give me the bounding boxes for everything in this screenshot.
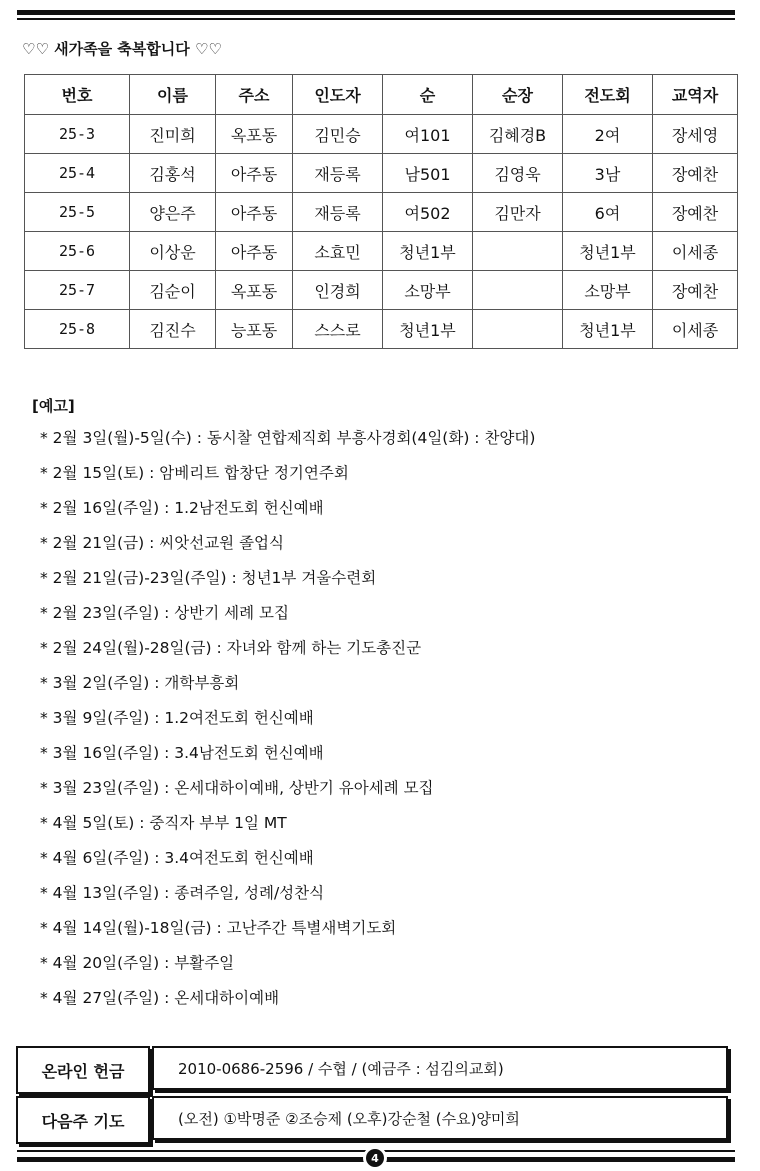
list-item: * 2월 21일(금) : 씨앗선교원 졸업식 [40, 534, 284, 552]
page-number-badge: 4 [366, 1149, 384, 1167]
list-item: * 4월 20일(주일) : 부활주일 [40, 954, 235, 972]
list-item: * 2월 15일(토) : 암베리트 합창단 정기연주회 [40, 464, 349, 482]
cell-address: 옥포동 [216, 271, 293, 310]
notice-list [40, 424, 535, 1019]
cell-number: 25-6 [25, 232, 130, 271]
new-members-table [24, 74, 738, 349]
cell-address: 능포동 [216, 310, 293, 349]
cell-pastor: 장세영 [653, 115, 738, 154]
header-cell: 순 [383, 75, 473, 115]
list-item: * 2월 3일(월)-5일(수) : 동시찰 연합제직회 부흥사경회(4일(화) : 찬양대) [40, 429, 536, 447]
header-pastor: 교역자 [653, 75, 738, 115]
list-item: * 2월 21일(금)-23일(주일) : 청년1부 겨울수련회 [40, 569, 377, 587]
table-row [25, 232, 738, 271]
cell-address: 아주동 [216, 154, 293, 193]
cell-pastor: 장예찬 [653, 154, 738, 193]
cell-address: 아주동 [216, 193, 293, 232]
cell-number: 25-7 [25, 271, 130, 310]
cell-mission-group: 청년1부 [563, 310, 653, 349]
table-row [25, 193, 738, 232]
cell-pastor: 장예찬 [653, 271, 738, 310]
cell-guide: 재등록 [293, 193, 383, 232]
cell-cell: 소망부 [383, 271, 473, 310]
cell-address: 옥포동 [216, 115, 293, 154]
cell-cell: 청년1부 [383, 232, 473, 271]
list-item: * 3월 16일(주일) : 3.4남전도회 헌신예배 [40, 744, 324, 762]
cell-mission-group: 3남 [563, 154, 653, 193]
table-row [25, 271, 738, 310]
top-double-rule-thin [17, 18, 735, 20]
next-prayer-content: (오전) ①박명준 ②조승제 (오후)강순철 (수요)양미희 [152, 1096, 728, 1140]
cell-name: 진미희 [130, 115, 216, 154]
cell-name: 김진수 [130, 310, 216, 349]
next-prayer-label: 다음주 기도 [16, 1096, 150, 1144]
cell-mission-group: 6여 [563, 193, 653, 232]
cell-number: 25-3 [25, 115, 130, 154]
list-item: * 2월 24일(월)-28일(금) : 자녀와 함께 하는 기도총진군 [40, 639, 422, 657]
cell-guide: 재등록 [293, 154, 383, 193]
cell-cell: 남501 [383, 154, 473, 193]
cell-name: 이상운 [130, 232, 216, 271]
cell-cell-leader [473, 232, 563, 271]
header-mission-group: 전도회 [563, 75, 653, 115]
list-item: * 4월 14일(월)-18일(금) : 고난주간 특별새벽기도회 [40, 919, 397, 937]
header-number: 번호 [25, 75, 130, 115]
cell-pastor: 장예찬 [653, 193, 738, 232]
cell-cell-leader: 김만자 [473, 193, 563, 232]
header-cell-leader: 순장 [473, 75, 563, 115]
table-row [25, 115, 738, 154]
cell-name: 김홍석 [130, 154, 216, 193]
cell-cell: 여101 [383, 115, 473, 154]
cell-cell: 청년1부 [383, 310, 473, 349]
list-item: * 2월 16일(주일) : 1.2남전도회 헌신예배 [40, 499, 324, 517]
list-item: * 4월 6일(주일) : 3.4여전도회 헌신예배 [40, 849, 314, 867]
cell-pastor: 이세종 [653, 310, 738, 349]
cell-guide: 스스로 [293, 310, 383, 349]
header-address: 주소 [216, 75, 293, 115]
cell-address: 아주동 [216, 232, 293, 271]
cell-mission-group: 소망부 [563, 271, 653, 310]
cell-name: 양은주 [130, 193, 216, 232]
cell-guide: 인경희 [293, 271, 383, 310]
cell-guide: 소효민 [293, 232, 383, 271]
list-item: * 4월 27일(주일) : 온세대하이예배 [40, 989, 280, 1007]
cell-cell-leader: 김혜경B [473, 115, 563, 154]
online-offering-content: 2010-0686-2596 / 수협 / (예금주 : 섬김의교회) [152, 1046, 728, 1090]
table-row [25, 154, 738, 193]
cell-mission-group: 2여 [563, 115, 653, 154]
header-name: 이름 [130, 75, 216, 115]
cell-cell-leader [473, 310, 563, 349]
list-item: * 4월 13일(주일) : 종려주일, 성례/성찬식 [40, 884, 325, 902]
table-header-row [25, 75, 738, 115]
cell-number: 25-5 [25, 193, 130, 232]
list-item: * 2월 23일(주일) : 상반기 세례 모집 [40, 604, 289, 622]
list-item: * 4월 5일(토) : 중직자 부부 1일 MT [40, 814, 287, 832]
cell-cell-leader [473, 271, 563, 310]
notice-title: [예고] [32, 397, 75, 415]
list-item: * 3월 23일(주일) : 온세대하이예배, 상반기 유아세례 모집 [40, 779, 434, 797]
cell-cell-leader: 김영욱 [473, 154, 563, 193]
new-family-title: ♡♡ 새가족을 축복합니다 ♡♡ [22, 40, 222, 58]
cell-pastor: 이세종 [653, 232, 738, 271]
cell-mission-group: 청년1부 [563, 232, 653, 271]
cell-number: 25-4 [25, 154, 130, 193]
top-double-rule-thick [17, 10, 735, 15]
list-item: * 3월 9일(주일) : 1.2여전도회 헌신예배 [40, 709, 314, 727]
table-row [25, 310, 738, 349]
cell-guide: 김민승 [293, 115, 383, 154]
list-item: * 3월 2일(주일) : 개학부흥회 [40, 674, 240, 692]
online-offering-label: 온라인 헌금 [16, 1046, 150, 1094]
header-guide: 인도자 [293, 75, 383, 115]
cell-cell: 여502 [383, 193, 473, 232]
cell-name: 김순이 [130, 271, 216, 310]
cell-number: 25-8 [25, 310, 130, 349]
